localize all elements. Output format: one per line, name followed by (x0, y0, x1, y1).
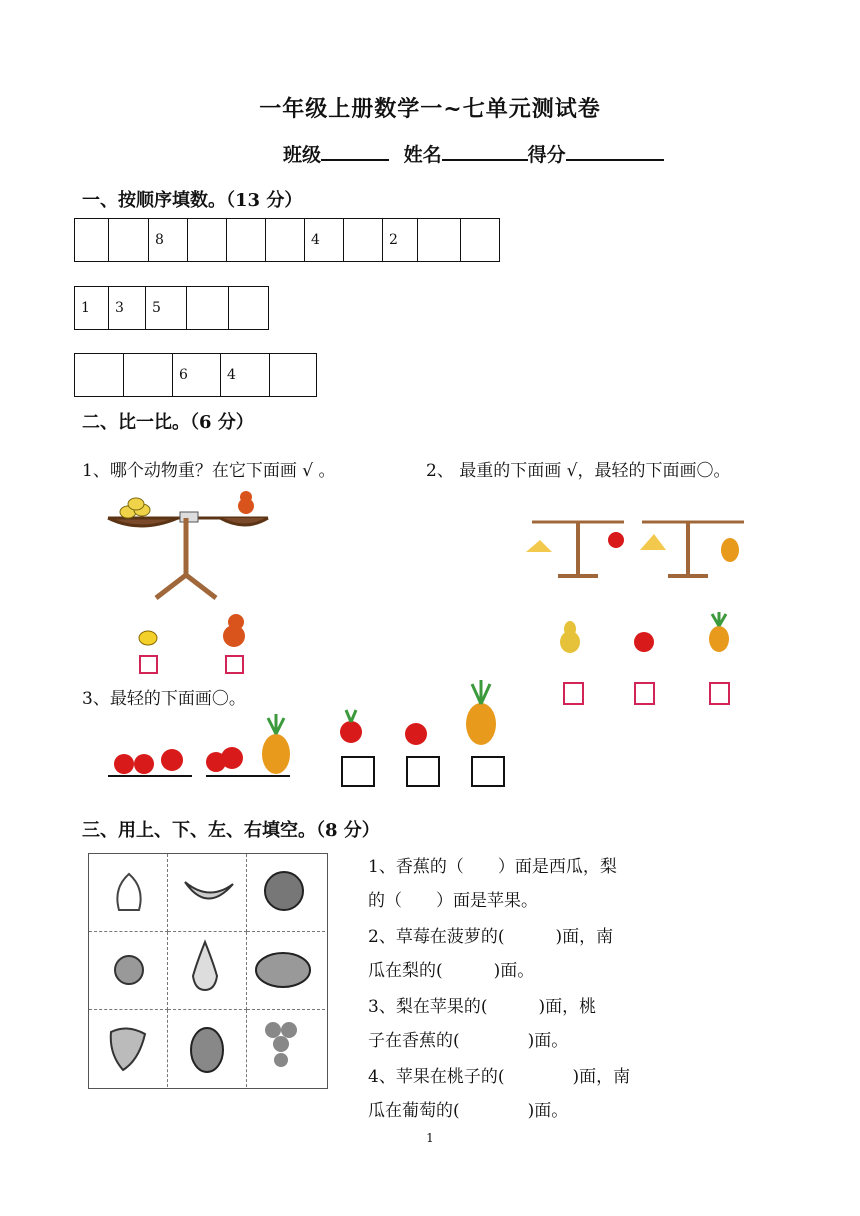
seq-cell[interactable]: 4 (305, 219, 344, 262)
answer-box[interactable] (406, 756, 440, 787)
fill-question-line: 瓜在葡萄的( )面。 (368, 1101, 569, 1121)
fill-question-line: 3、梨在苹果的( )面，桃 (368, 997, 597, 1017)
seq-cell[interactable]: 6 (173, 354, 221, 397)
apple-icon (111, 950, 147, 986)
page-number: 1 (426, 1131, 434, 1145)
class-label: 班级 (283, 144, 322, 166)
answer-box[interactable] (341, 756, 375, 787)
answer-checkbox[interactable] (563, 682, 584, 705)
fill-question-line: 4、苹果在桃子的( )面，南 (368, 1067, 631, 1087)
class-field[interactable] (321, 141, 389, 161)
seq-cell[interactable] (229, 287, 269, 330)
strawberry-icon (105, 1024, 149, 1074)
fill-question-line: 的（ ）面是苹果。 (368, 891, 538, 911)
answer-checkbox[interactable] (709, 682, 730, 705)
page-title: 一年级上册数学一~七单元测试卷 (259, 96, 601, 122)
fill-question-line: 子在香蕉的( )面。 (368, 1031, 569, 1051)
radish-icon (336, 708, 368, 748)
answer-checkbox[interactable] (225, 655, 244, 674)
pumpkin-icon (253, 946, 313, 990)
seq-cell[interactable] (461, 219, 500, 262)
balance-scale-illustration (100, 490, 280, 605)
name-label: 姓名 (403, 144, 442, 166)
pineapple-icon (464, 680, 500, 748)
pear-icon (187, 936, 223, 994)
pineapple-icon (185, 1006, 229, 1076)
banana-icon (181, 874, 237, 914)
answer-checkbox[interactable] (139, 655, 158, 674)
seq-cell[interactable]: 4 (221, 354, 270, 397)
section1-heading: 一、按顺序填数。（13 分） (82, 190, 303, 211)
peach-icon (109, 870, 149, 916)
seq-cell[interactable] (266, 219, 305, 262)
answer-checkbox[interactable] (634, 682, 655, 705)
chick-icon (134, 624, 164, 648)
fill-question-line: 2、草莓在菠萝的( )面，南 (368, 927, 614, 947)
grapes-icon (257, 1010, 307, 1074)
seq-cell[interactable] (75, 219, 109, 262)
seq-cell[interactable] (270, 354, 317, 397)
seq-cell[interactable] (344, 219, 383, 262)
fruit-balance-illustration (106, 712, 292, 780)
question-2-1: 1、哪个动物重？在它下面画 √ 。 (82, 461, 336, 481)
seq-cell[interactable]: 2 (383, 219, 418, 262)
seq-cell[interactable] (418, 219, 461, 262)
seq-cell[interactable] (75, 354, 124, 397)
seq-cell[interactable] (109, 219, 149, 262)
apple-icon (632, 628, 658, 654)
seq-cell[interactable] (187, 287, 229, 330)
fill-question-line: 1、香蕉的（ ）面是西瓜，梨 (368, 857, 617, 877)
answer-box[interactable] (471, 756, 505, 787)
seq-cell[interactable]: 3 (109, 287, 146, 330)
watermelon-icon (261, 868, 307, 914)
seq-cell[interactable]: 1 (75, 287, 109, 330)
student-info (283, 140, 664, 167)
apple-icon (402, 718, 430, 746)
score-field[interactable] (566, 141, 664, 161)
question-2-3: 3、最轻的下面画〇。 (82, 689, 246, 709)
pear-icon (556, 616, 586, 656)
seq-cell[interactable] (124, 354, 173, 397)
pineapple-icon (706, 612, 734, 654)
seq-cell[interactable]: 5 (146, 287, 187, 330)
cat-icon (218, 612, 254, 650)
section2-heading: 二、比一比。（6 分） (82, 412, 254, 433)
seq-cell[interactable] (188, 219, 227, 262)
seq-cell[interactable]: 8 (149, 219, 188, 262)
seq-cell[interactable] (227, 219, 266, 262)
fill-question-line: 瓜在梨的( )面。 (368, 961, 535, 981)
sequence-row-3 (74, 353, 317, 397)
section3-heading: 三、用上、下、左、右填空。（8 分） (82, 820, 380, 841)
name-field[interactable] (442, 141, 528, 161)
sequence-row-1 (74, 218, 500, 262)
score-label: 得分 (527, 144, 566, 166)
sequence-row-2 (74, 286, 269, 330)
double-balance-illustration (522, 512, 754, 584)
question-2-2: 2、 最重的下面画 √，最轻的下面画〇。 (426, 461, 731, 481)
fruit-position-grid (88, 853, 328, 1089)
